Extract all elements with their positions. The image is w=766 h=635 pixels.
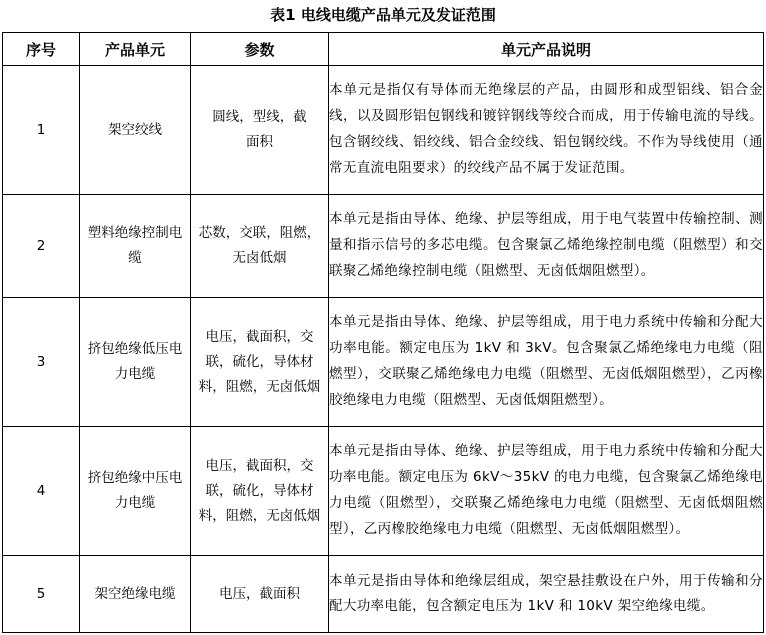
parameters-text: 电压，截面积 [219,585,300,602]
product-unit-text: 架空绞线 [108,121,162,138]
cell-description: 本单元是指仅有导体而无绝缘层的产品，由圆形和成型铝线、铝合金线，以及圆形铝包钢线和镀锌钢线等绞合而成，用于传输电流的导线。包含钢绞线、铝绞线、铝合金绞线、铝包钢绞线。不作为导线使用（通常无直流电阻要求）的绞线产品不属于发证范围。 [329,66,764,195]
cell-description: 本单元是指由导体、绝缘、护层等组成，用于电气装置中传输控制、测量和指示信号的多芯电缆。包含聚氯乙烯绝缘控制电缆（阻燃型）和交联聚乙烯绝缘控制电缆（阻燃型、无卤低烟阻燃型）。 [329,195,764,298]
cell-serial-no: 3 [3,298,80,427]
table-row [3,195,764,298]
cell-serial-no: 1 [3,66,80,195]
product-unit-text: 架空绝缘电缆 [94,585,176,602]
cell-serial-no: 5 [3,556,80,633]
product-unit-text: 挤包绝缘中压电力电缆 [87,470,183,511]
parameters-text: 电压，截面积，交联，硫化，导体材料，阻燃，无卤低烟 [198,457,321,524]
cell-product-unit [80,66,191,195]
cell-parameters [191,195,329,298]
table-row [3,298,764,427]
cell-parameters [191,298,329,427]
parameters-text: 芯数，交联，阻燃，无卤低烟 [198,225,321,266]
table-row [3,66,764,195]
table-row [3,427,764,556]
cell-parameters [191,427,329,556]
cell-serial-no: 4 [3,427,80,556]
cell-description: 本单元是指由导体、绝缘、护层等组成，用于电力系统中传输和分配大功率电能。额定电压为 6kV～35kV 的电力电缆，包含聚氯乙烯绝缘电力电缆（阻燃型），交联聚乙烯绝缘电力电缆（阻燃型、无卤低烟阻燃型），乙丙橡胶绝缘电力电缆（阻燃型、无卤低烟阻燃型）。 [329,427,764,556]
cell-description: 本单元是指由导体和绝缘层组成，架空悬挂敷设在户外，用于传输和分配大功率电能，包含额定电压为 1kV 和 10kV 架空绝缘电缆。 [329,556,764,633]
product-unit-text: 挤包绝缘低压电力电缆 [87,341,183,382]
header-parameters: 参数 [191,33,329,66]
cell-parameters [191,556,329,633]
table-header-row [3,33,764,66]
table-caption: 表1 电线电缆产品单元及发证范围 [270,6,496,24]
cell-product-unit [80,298,191,427]
parameters-text: 圆线，型线，截面积 [212,109,307,150]
cell-product-unit [80,195,191,298]
cell-description: 本单元是指由导体、绝缘、护层等组成，用于电力系统中传输和分配大功率电能。额定电压为 1kV 和 3kV。包含聚氯乙烯绝缘电力电缆（阻燃型），交联聚乙烯绝缘电力电缆（阻燃型、无卤低烟阻燃型），乙丙橡胶绝缘电力电缆（阻燃型、无卤低烟阻燃型）。 [329,298,764,427]
header-unit-description: 单元产品说明 [329,33,764,66]
product-unit-table [2,32,764,633]
cell-product-unit [80,556,191,633]
cell-serial-no: 2 [3,195,80,298]
parameters-text: 电压，截面积，交联，硫化，导体材料，阻燃，无卤低烟 [198,328,321,395]
cell-product-unit [80,427,191,556]
header-product-unit: 产品单元 [80,33,191,66]
product-unit-text: 塑料绝缘控制电缆 [87,225,183,266]
header-serial-no: 序号 [3,33,80,66]
cell-parameters [191,66,329,195]
table-row [3,556,764,633]
